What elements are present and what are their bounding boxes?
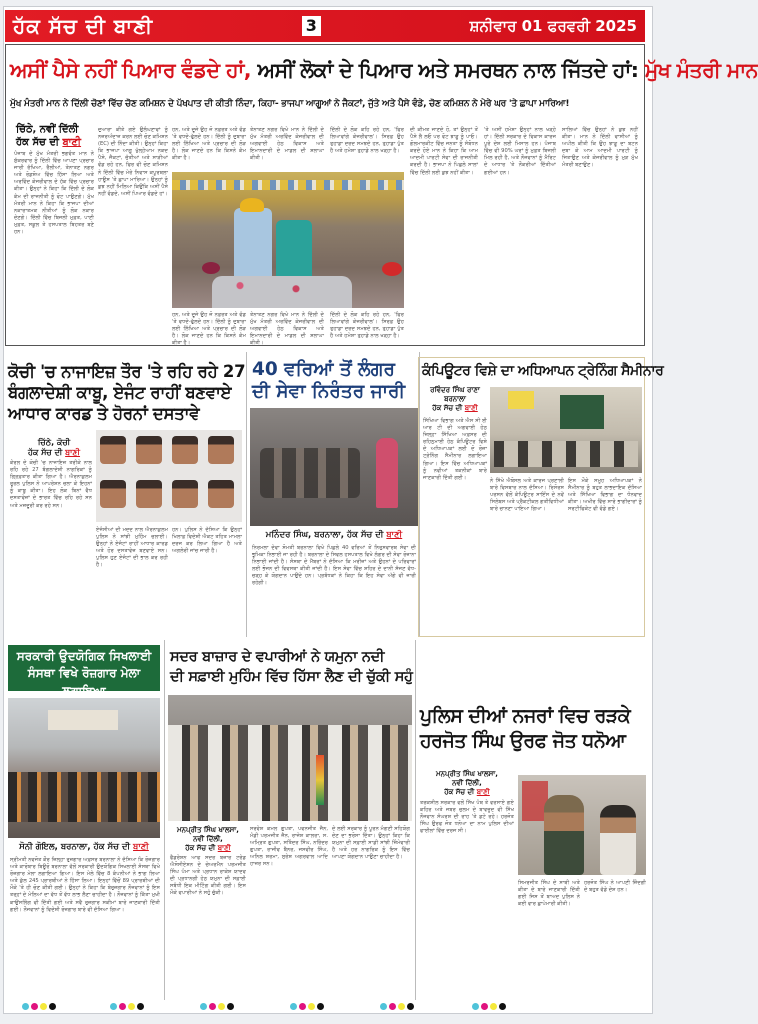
bangladeshi-body-col3: ਹਨ। ਪੁਲਿਸ ਨੇ ਦੱਸਿਆ ਕਿ ਉਨ੍ਹਾਂ ਖਿਲਾਫ਼ ਵਿਦੇਸ਼ੀ ਐਕਟ ਤਹਿਤ ਮਾਮਲਾ ਦਰਜ ਕਰ ਲਿਆ ਗਿਆ ਹੈ ਅਤੇ ਅਗਲੇਰੀ ਜਾਂਚ ਜਾਰੀ ਹੈ।	[172, 527, 242, 555]
registration-dot	[472, 1003, 479, 1010]
yamuna-headline-line1: ਸਦਰ ਬਾਜ਼ਾਰ ਦੇ ਵਪਾਰੀਆਂ ਨੇ ਯਮੁਨਾ ਨਦੀ	[170, 649, 385, 665]
accused-face	[172, 480, 198, 508]
lead-body-col5: ਦਿੱਲੀ ਦੇ ਲੋਕ ਕਹਿ ਰਹੇ ਹਨ, 'ਫਿਰ ਲਿਆਵਾਂਗੇ ਕੇਜਰੀਵਾਲ'। ਸਿਰਫ਼ ਉਹ ਤੁਹਾਡਾ ਦਰਦ ਸਮਝਦੇ ਹਨ, ਤੁਹਾਡਾ ਪੁੱਤ ਹੈ ਅਤੇ ਹਮੇਸ਼ਾ ਤੁਹਾਡੇ ਨਾਲ ਖੜ੍ਹਾ ਹੈ।	[330, 127, 404, 155]
computer-body-col2: ਨੇ ਸਿੱਖੇ ਐਬੋਸਲ ਅਤੇ ਕਾਰਜ ਪ੍ਰਣਾਲੀ ਬਾਰੇ ਵਿਸਥਾਰ ਨਾਲ ਦੱਸਿਆ। ਰਿਸੋਰਸ ਪਰਸਨ ਵੱਲੋਂ ਕੰਪਿਊਟਰ ਸਾਇੰਸ ਦੇ ਨਵੇਂ ਸਿਲੇਬਸ ਅਤੇ ਪ੍ਰੈਕਟੀਕਲ ਗਤੀਵਿਧੀਆਂ ਬਾਰੇ ਚਾਨਣਾ ਪਾਇਆ ਗਿਆ।	[490, 478, 564, 513]
lead-body-col2: ਦੁਆਰਾ ਕੀਤੇ ਗਏ ਉਲੰਘਣਾਵਾਂ ਨੂੰ ਨਜ਼ਰਅੰਦਾਜ਼ ਕਰਨ ਲਈ ਚੋਣ ਕਮਿਸ਼ਨ (EC) ਦੀ ਨਿੰਦਾ ਕੀਤੀ। ਉਨ੍ਹਾਂ ਕਿਹਾ ਕਿ ਭਾਜਪਾ ਆਗੂ ਖੁੱਲ੍ਹੇਆਮ ਨਕਦ ਪੈਸੇ, ਜੈਕਟਾਂ, ਜੁੱਤੀਆਂ ਅਤੇ ਸਾੜੀਆਂ ਵੰਡ ਰਹੇ ਹਨ, ਫਿਰ ਵੀ ਚੋਣ ਕਮਿਸ਼ਨ ਨੇ ਦਿੱਲੀ ਵਿੱਚ ਮੇਰੇ ਨਿਵਾਸ ਕਪੂਰਥਲਾ ਹਾਊਸ 'ਤੇ ਛਾਪਾ ਮਾਰਿਆ। ਉਨ੍ਹਾਂ ਨੂੰ ਕੁਝ ਨਹੀਂ ਮਿਲਿਆ ਕਿਉਂਕਿ ਅਸੀਂ ਪੈਸੇ ਨਹੀਂ ਵੰਡਦੇ, ਅਸੀਂ ਪਿਆਰ ਵੰਡਦੇ ਹਾਂ।	[98, 127, 168, 197]
bangladeshi-accused-photos	[96, 430, 242, 522]
computer-classroom-photo	[490, 387, 642, 473]
registration-dot	[31, 1003, 38, 1010]
lead-credit: ਹੱਕ ਸੱਚ ਦੀ ਬਾਣੀ	[16, 136, 82, 148]
police-body-col2: ਸਿਮਰਜੀਤ ਸਿੰਘ ਦੇ ਸਾਥੀ ਅਤੇ ਕੀਤਾ ਦੇ ਬਾਰੇ ਜਾਣਕਾਰੀ ਦਿੱਤੀ ਗਈ ਜਿਸ ਤੋਂ ਬਾਅਦ ਪੁਲਿਸ ਨੇ ਕਈ ਵਾਰ ਛਾਪੇਮਾਰੀ ਕੀਤੀ।	[518, 880, 580, 908]
registration-dot	[389, 1003, 396, 1010]
registration-dot	[308, 1003, 315, 1010]
police-photo	[518, 775, 646, 875]
registration-dot-group	[290, 1003, 324, 1010]
police-credit: ਹੱਕ ਸੱਚ ਦੀ ਬਾਣੀ	[444, 787, 490, 796]
langar-headline-line2: ਦੀ ਸੇਵਾ ਨਿਰੰਤਰ ਜਾਰੀ	[252, 381, 406, 402]
police-byline-place: ਨਵੀਂ ਦਿੱਲੀ,	[452, 778, 482, 787]
job-fair-headline-box	[8, 645, 160, 698]
registration-dot	[128, 1003, 135, 1010]
flag-colors	[316, 755, 324, 805]
lead-body-col8: ਸਾਲਿਆਂ ਵਿੱਚ ਉਨ੍ਹਾਂ ਨੇ ਕੁਝ ਨਹੀਂ ਕੀਤਾ। ਮਾਨ ਨੇ ਦਿੱਲੀ ਵਾਸੀਆਂ ਨੂੰ ਅਪੀਲ ਕੀਤੀ ਕਿ ਉਹ ਝਾੜੂ ਦਾ ਬਟਨ ਦਬਾ ਕੇ ਆਮ ਆਦਮੀ ਪਾਰਟੀ ਨੂੰ ਜਿਤਾਉਣ ਅਤੇ ਕੇਜਰੀਵਾਲ ਨੂੰ ਮੁੜ ਮੁੱਖ ਮੰਤਰੀ ਬਣਾਉਣ।	[562, 127, 638, 169]
column-divider	[246, 352, 247, 637]
yamuna-pledge-photo	[168, 695, 412, 821]
registration-dot	[317, 1003, 324, 1010]
computer-byline-name: ਰਵਿੰਦਰ ਸਿੰਘ ਰਾਣਾ	[430, 386, 480, 394]
job-fair-photo-caption: ਸੋਨੀ ਗੋਇਲ, ਬਰਨਾਲਾ, ਹੱਕ ਸੱਚ ਦੀ ਬਾਣੀ	[19, 842, 149, 852]
man-background	[600, 805, 636, 875]
accused-face	[136, 436, 162, 464]
seated-teachers	[494, 441, 638, 467]
accused-face	[100, 436, 126, 464]
car-with-petals	[212, 276, 352, 308]
registration-dot	[398, 1003, 405, 1010]
registration-dot	[481, 1003, 488, 1010]
lead-body-bottom-right: ਦਿੱਲੀ ਦੇ ਲੋਕ ਕਹਿ ਰਹੇ ਹਨ, 'ਫਿਰ ਲਿਆਵਾਂਗੇ ਕੇਜਰੀਵਾਲ'। ਸਿਰਫ਼ ਉਹ ਤੁਹਾਡਾ ਦਰਦ ਸਮਝਦੇ ਹਨ, ਤੁਹਾਡਾ ਪੁੱਤ ਹੈ ਅਤੇ ਹਮੇਸ਼ਾ ਤੁਹਾਡੇ ਨਾਲ ਖੜ੍ਹਾ ਹੈ।	[330, 312, 404, 340]
registration-dot	[119, 1003, 126, 1010]
registration-dot	[137, 1003, 144, 1010]
lead-body-col3: ਹਨ, ਅਤੇ ਦੂਜੇ ਉਹ ਜੋ ਨਫ਼ਰਤ ਅਤੇ ਵੰਡ 'ਤੇ ਵਧਦੇ-ਫੁੱਲਦੇ ਹਨ। ਦਿੱਲੀ ਨੂੰ ਦੁਬਾਰਾ ਲਈ ਲਿੱਖਿਆ ਅਤੇ ਪ੍ਰਚਾਰ ਦੀ ਲੋੜ ਹੈ। ਲੋਕ ਜਾਣਦੇ ਹਨ ਕਿ ਕਿਸਨੇ ਕੰਮ ਕੀਤਾ ਹੈ।	[172, 127, 246, 162]
police-headline	[420, 704, 652, 754]
registration-dot	[499, 1003, 506, 1010]
registration-dot	[209, 1003, 216, 1010]
lead-headline-part3: ਮੁੱਖ ਮੰਤਰੀ ਮਾਨ	[644, 58, 758, 82]
column-divider	[164, 640, 165, 1000]
registration-dot	[22, 1003, 29, 1010]
yamuna-byline-place: ਨਵੀਂ ਦਿੱਲੀ,	[193, 834, 223, 843]
registration-dot	[380, 1003, 387, 1010]
man-with-turban	[544, 795, 584, 875]
computer-byline	[424, 386, 486, 412]
lead-body-bottom-left: ਹਨ, ਅਤੇ ਦੂਜੇ ਉਹ ਜੋ ਨਫ਼ਰਤ ਅਤੇ ਵੰਡ 'ਤੇ ਵਧਦੇ-ਫੁੱਲਦੇ ਹਨ। ਦਿੱਲੀ ਨੂੰ ਦੁਬਾਰਾ ਲਈ ਲਿੱਖਿਆ ਅਤੇ ਪ੍ਰਚਾਰ ਦੀ ਲੋੜ ਹੈ। ਲੋਕ ਜਾਣਦੇ ਹਨ ਕਿ ਕਿਸਨੇ ਕੰਮ ਕੀਤਾ ਹੈ।	[172, 312, 246, 347]
registration-dot-group	[110, 1003, 144, 1010]
job-fair-photo	[8, 698, 160, 838]
masthead	[5, 10, 645, 42]
computer-body-col1: ਸਿੱਖਿਆ ਵਿਭਾਗ ਅਤੇ ਐਸ ਸੀ ਈ ਆਰ ਟੀ ਦੀ ਅਗਵਾਈ ਹੇਠ ਜ਼ਿਲ੍ਹਾ ਸਿੱਖਿਆ ਅਫ਼ਸਰ ਦੀ ਰਹਿਨੁਮਾਈ ਹੇਠ ਕੰਪਿਊਟਰ ਵਿਸ਼ੇ ਦੇ ਅਧਿਆਪਕਾਂ ਲਈ ਦੋ ਰੋਜ਼ਾ ਟ੍ਰੇਨਿੰਗ ਸੈਮੀਨਾਰ ਲਗਾਇਆ ਗਿਆ। ਇਸ ਵਿੱਚ ਅਧਿਆਪਕਾਂ ਨੂੰ ਨਵੀਆਂ ਤਕਨੀਕਾਂ ਬਾਰੇ ਜਾਣਕਾਰੀ ਦਿੱਤੀ ਗਈ।	[423, 418, 487, 481]
yamuna-body-col1: ਫੈਡਰੇਸ਼ਨ ਆਫ ਸਦਰ ਬਜ਼ਾਰ ਟਰੇਡ ਐਸੋਸੀਏਸ਼ਨ ਦੇ ਚੇਅਰਮੈਨ ਪਰਮਜੀਤ ਸਿੰਘ ਪੰਮਾ ਅਤੇ ਪ੍ਰਧਾਨ ਰਾਕੇਸ਼ ਯਾਦਵ ਦੀ ਪ੍ਰਧਾਨਗੀ ਹੇਠ ਯਮੁਨਾ ਦੀ ਸਫ਼ਾਈ ਸਬੰਧੀ ਇਕ ਮੀਟਿੰਗ ਕੀਤੀ ਗਈ। ਇਸ ਮੌਕੇ ਵਪਾਰੀਆਂ ਨੇ ਸਹੁੰ ਚੁੱਕੀ।	[170, 855, 246, 897]
banner	[48, 710, 118, 730]
lead-headline-part2: ਅਸੀਂ ਲੋਕਾਂ ਦੇ ਪਿਆਰ ਅਤੇ ਸਮਰਥਨ ਨਾਲ ਜਿੱਤਦੇ ਹਾਂ:	[257, 58, 639, 82]
yamuna-headline-line2: ਦੀ ਸਫ਼ਾਈ ਮੁਹਿੰਮ ਵਿੱਚ ਹਿੱਸਾ ਲੈਣ ਦੀ ਚੁੱਕੀ ਸਹੁੰ	[170, 669, 413, 685]
lead-headline-part1: ਅਸੀਂ ਪੈਸੇ ਨਹੀਂ ਪਿਆਰ ਵੰਡਦੇ ਹਾਂ,	[10, 58, 251, 82]
bangladeshi-credit: ਹੱਕ ਸੱਚ ਦੀ ਬਾਣੀ	[27, 448, 81, 457]
bangladeshi-dateline: ਚਿੱਠੇ, ਕੋਚੀ	[37, 438, 71, 447]
issue-date: ਸ਼ਨੀਵਾਰ 01 ਫਰਵਰੀ 2025	[469, 17, 637, 35]
bangladeshi-body-col1: ਕੇਰਲ ਦੇ ਕੋਚੀ 'ਚ ਨਾਜਾਇਜ਼ ਤਰੀਕੇ ਨਾਲ ਰਹਿ ਰਹੇ 27 ਬੰਗਲਾਦੇਸ਼ੀ ਨਾਗਰਿਕਾਂ ਨੂੰ ਗ੍ਰਿਫ਼ਤਾਰ ਕੀਤਾ ਗਿਆ ਹੈ। ਐਰਨਾਕੁਲਮ ਰੂਰਲ ਪੁਲਿਸ ਨੇ ਆਪਰੇਸ਼ਨ ਚਲਾ ਕੇ ਇਹਨਾਂ ਨੂੰ ਕਾਬੂ ਕੀਤਾ। ਇਹ ਲੋਕ ਬਿਨਾਂ ਵੈਧ ਦਸਤਾਵੇਜ਼ਾਂ ਦੇ ਭਾਰਤ ਵਿੱਚ ਰਹਿ ਰਹੇ ਸਨ ਅਤੇ ਮਜ਼ਦੂਰੀ ਕਰ ਰਹੇ ਸਨ।	[10, 460, 92, 509]
registration-dot-group	[472, 1003, 506, 1010]
police-body-col1: ਤਰਕਸ਼ੀਲ ਸਰਕਾਰ ਵਲੋਂ ਸਿੱਖ ਪੰਥ ਤੇ ਵਰਸਾਏ ਗਏ ਕਹਿਰ ਅਤੇ ਜਬਰ ਜ਼ੁਲਮ ਦੇ ਬਾਵਜੂਦ ਵੀ ਸਿੱਖ ਨੌਜਵਾਨ ਸੰਘਰਸ਼ ਦੀ ਰਾਹ 'ਤੇ ਡਟੇ ਰਹੇ। ਹਰਜੋਤ ਸਿੰਘ ਉਰਫ ਜੋਤ ਧਨੋਆ ਦਾ ਨਾਮ ਪੁਲਿਸ ਦੀਆਂ ਫਾਈਲਾਂ ਵਿੱਚ ਦਰਜ ਸੀ।	[420, 800, 514, 835]
blackboard	[560, 395, 604, 429]
group-of-traders	[168, 725, 412, 821]
accused-face	[136, 480, 162, 508]
lead-byline	[16, 124, 96, 149]
seated-people	[260, 448, 360, 498]
registration-dot-group	[380, 1003, 414, 1010]
column-divider	[415, 640, 416, 1000]
turban-yellow	[240, 198, 264, 212]
lead-body-bottom-mid: ਤੇਨਾਤਣ ਨਗਰ ਵਿਖੇ ਮਾਨ ਨੇ ਦਿੱਲੀ ਦੇ ਮੁੱਖ ਮੰਤਰੀ ਅਰਵਿੰਦ ਕੇਜਰੀਵਾਲ ਦੀ ਅਗਵਾਈ ਹੇਠ ਵਿਕਾਸ ਅਤੇ ਇਮਾਨਦਾਰੀ ਦੇ ਮਾਡਲ ਦੀ ਸ਼ਲਾਘਾ ਕੀਤੀ।	[250, 312, 324, 347]
yamuna-body-col2: ਸਰਵੇਸ਼ ਕਮਲ ਗੁਪਤਾ, ਪਵਨਜੀਤ ਜੈਨ, ਮੰਡੀ ਪਰਮਜੀਤ ਜੈਨ, ਰਾਜੇਸ਼ ਕਾਲਰਾ, ਸ. ਅਮ੍ਰਿਤ ਗੁਪਤਾ, ਸਤਿੰਦਰ ਸਿੰਘ, ਨਰਿੰਦਰ ਗੁਪਤਾ, ਰਾਜੀਵ ਬੈਨਰ, ਜਸਵੀਰ ਸਿੰਘ, ਅਨਿਲ ਸ਼ਰਮਾ, ਸੁਰੇਸ਼ ਅਗਰਵਾਲ ਆਦਿ ਹਾਜ਼ਰ ਸਨ।	[250, 826, 328, 868]
job-fair-headline-line2: ਸੰਸਥਾ ਵਿਖੇ ਰੋਜ਼ਗਾਰ ਮੇਲਾ ਲਗਾਇਆ	[27, 666, 141, 698]
registration-dot-group	[22, 1003, 56, 1010]
accused-face	[208, 480, 234, 508]
turban-maroon	[202, 262, 220, 274]
yamuna-byline-name: ਮਨਪ੍ਰੀਤ ਸਿੰਘ ਖਾਲਸਾ,	[177, 826, 239, 834]
person-cm-figure	[234, 208, 272, 284]
police-headline-line2: ਹਰਜੋਤ ਸਿੰਘ ਉਰਫ ਜੋਤ ਧਨੋਆ	[420, 730, 626, 752]
langar-photo	[250, 408, 418, 526]
police-headline-line1: ਪੁਲਿਸ ਦੀਆਂ ਨਜਰਾਂ ਵਿਚ ਰੜਕੇ	[420, 705, 631, 727]
langar-body: ਨਿਰਮਲਾ ਦੇਵਾ ਸੋਮਤੀ ਬਰਨਾਲਾ ਵਿਖੇ ਪਿਛਲੇ 40 ਵਰਿਆਂ ਤੋਂ ਨਿਰੁਸਵਾਰਥ ਸੇਵਾ ਦੀ ਭੂਮਿਕਾ ਨਿਭਾਈ ਜਾ ਰਹੀ ਹੈ। ਬਰਨਾਲਾ ਦੇ ਸਿਵਲ ਹਸਪਤਾਲ ਵਿਖੇ ਲੰਗਰ ਦੀ ਸੇਵਾ ਰੋਜ਼ਾਨਾ ਨਿਭਾਈ ਜਾਂਦੀ ਹੈ। ਸੰਸਥਾ ਦੇ ਮੈਂਬਰਾਂ ਨੇ ਦੱਸਿਆ ਕਿ ਮਰੀਜ਼ਾਂ ਅਤੇ ਉਹਨਾਂ ਦੇ ਪਰਿਵਾਰਾਂ ਲਈ ਭੋਜਨ ਦੀ ਵਿਵਸਥਾ ਕੀਤੀ ਜਾਂਦੀ ਹੈ। ਇਸ ਸੇਵਾ ਵਿੱਚ ਸ਼ਹਿਰ ਦੇ ਦਾਨੀ ਸੱਜਣ ਵੱਧ-ਚੜ੍ਹ ਕੇ ਯੋਗਦਾਨ ਪਾਉਂਦੇ ਹਨ। ਪ੍ਰਬੰਧਕਾਂ ਨੇ ਕਿਹਾ ਕਿ ਇਹ ਸੇਵਾ ਅੱਗੇ ਵੀ ਜਾਰੀ ਰਹੇਗੀ।	[252, 545, 416, 587]
yellow-chart-paper	[508, 391, 534, 409]
bangladeshi-body-col2: ਏਜੰਸੀਆਂ ਦੀ ਮਦਦ ਨਾਲ ਐਰਨਾਕੁਲਮ ਪੁਲਿਸ ਨੇ ਸਾਂਝੀ ਮੁਹਿੰਮ ਚਲਾਈ। ਉਨ੍ਹਾਂ ਨੇ ਏਜੰਟਾਂ ਰਾਹੀਂ ਆਧਾਰ ਕਾਰਡ ਅਤੇ ਹੋਰ ਦਸਤਾਵੇਜ਼ ਬਣਵਾਏ ਸਨ। ਪੁਲਿਸ ਹੁਣ ਏਜੰਟਾਂ ਦੀ ਭਾਲ ਕਰ ਰਹੀ ਹੈ।	[96, 527, 168, 569]
yamuna-headline	[170, 647, 412, 687]
lead-headline	[10, 58, 758, 82]
computer-body-col3: ਇਸ ਮੌਕੇ ਸਮੂਹ ਅਧਿਆਪਕਾਂ ਨੇ ਸੈਮੀਨਾਰ ਨੂੰ ਬਹੁਤ ਲਾਭਦਾਇਕ ਦੱਸਿਆ ਅਤੇ ਸਿੱਖਿਆ ਵਿਭਾਗ ਦਾ ਧੰਨਵਾਦ ਕੀਤਾ। ਅਖੀਰ ਵਿੱਚ ਸਾਰੇ ਭਾਗੀਦਾਰਾਂ ਨੂੰ ਸਰਟੀਫਿਕੇਟ ਵੀ ਵੰਡੇ ਗਏ।	[568, 478, 642, 513]
woman-serving-figure	[376, 438, 398, 508]
registration-dot	[407, 1003, 414, 1010]
registration-dot	[40, 1003, 47, 1010]
page-number: 3	[302, 16, 321, 36]
computer-byline-place: ਬਰਨਾਲਾ	[444, 394, 466, 403]
yamuna-body-col3: ਦੇ ਲਈ ਸਰਕਾਰ ਨੂੰ ਪੂਰਨ ਮੰਗਣੀ ਸਹਿਯੋਗ ਦੇਣ ਦਾ ਭਰੋਸਾ ਦਿੱਤਾ। ਉਨ੍ਹਾਂ ਕਿਹਾ ਕਿ ਯਮੁਨਾ ਦੀ ਸਫ਼ਾਈ ਸਾਡੀ ਸਾਂਝੀ ਜ਼ਿੰਮੇਵਾਰੀ ਹੈ ਅਤੇ ਹਰ ਨਾਗਰਿਕ ਨੂੰ ਇਸ ਵਿੱਚ ਆਪਣਾ ਯੋਗਦਾਨ ਪਾਉਣਾ ਚਾਹੀਦਾ ਹੈ।	[332, 826, 410, 861]
registration-dot	[49, 1003, 56, 1010]
bangladeshi-headline: ਕੋਚੀ 'ਚ ਨਾਜਾਇਜ਼ ਤੌਰ 'ਤੇ ਰਹਿ ਰਹੇ 27 ਬੰਗਲਾਦੇਸ਼ੀ ਕਾਬੂ, ਏਜੰਟ ਰਾਹੀਂ ਬਣਵਾਏ ਆਧਾਰ ਕਾਰਡ ਤੇ ਹੋਰਨਾਂ ਦਸਤਾਵੇ	[8, 362, 246, 423]
lead-body-col6: ਦੀ ਕੀਮਤ ਜਾਣਦੇ ਹੋ, ਤਾਂ ਉਨ੍ਹਾਂ ਤੋਂ ਪੈਸੇ ਲੈ ਲਓ ਪਰ ਵੋਟ ਝਾੜੂ ਨੂੰ ਪਾਓ। ਗੋਲਮਾਰਕੀਟ ਵਿੱਚ ਜਨਤਾ ਨੂੰ ਸੰਬੋਧਨ ਕਰਦੇ ਹੋਏ ਮਾਨ ਨੇ ਕਿਹਾ ਕਿ ਆਮ ਆਦਮੀ ਪਾਰਟੀ ਸੇਵਾ ਦੀ ਰਾਜਨੀਤੀ ਕਰਦੀ ਹੈ। ਭਾਜਪਾ ਨੇ ਪਿਛਲੇ ਸਾਲਾਂ ਵਿੱਚ ਦਿੱਲੀ ਲਈ ਕੁਝ ਨਹੀਂ ਕੀਤਾ।	[410, 127, 478, 176]
police-body-col3: ਹਰਜੋਤ ਸਿੰਘ ਨੇ ਆਪਣੀ ਜ਼ਿੰਦਗੀ ਦੇ ਬਹੁਤ ਵੱਡੇ ਦੇਸ਼ ਹਨ।	[584, 880, 646, 894]
yamuna-byline	[170, 826, 246, 852]
crowd-seated	[8, 772, 160, 822]
langar-headline	[252, 359, 417, 403]
lead-subheadline: ਮੁੱਖ ਮੰਤਰੀ ਮਾਨ ਨੇ ਦਿੱਲੀ ਚੋਣਾਂ ਵਿੱਚ ਚੋਣ ਕਮਿਸ਼ਨ ਦੇ ਪੱਖਪਾਤ ਦੀ ਕੀਤੀ ਨਿੰਦਾ, ਕਿਹਾ- ਭਾਜਪਾ ਆਗੂਆਂ ਨੇ ਜੈਕਟਾਂ, ਜੁੱਤੇ ਅਤੇ ਪੈਸੇ ਵੰਡੇ, ਚੋਣ ਕਮਿਸ਼ਨ ਨੇ ਮੇਰੇ ਘਰ 'ਤੇ ਛਾਪਾ ਮਾਰਿਆ!	[10, 98, 570, 109]
turban-red	[382, 262, 402, 276]
lead-dateline: ਚਿੱਠੇ, ਨਵੀਂ ਦਿੱਲੀ	[16, 124, 79, 135]
registration-dot	[290, 1003, 297, 1010]
bangladeshi-byline	[14, 438, 94, 458]
computer-credit: ਹੱਕ ਸੱਚ ਦੀ ਬਾਣੀ	[432, 403, 478, 412]
accused-face	[100, 480, 126, 508]
police-byline-name: ਮਨਪ੍ਰੀਤ ਸਿੰਘ ਖਾਲਸਾ,	[436, 770, 498, 778]
registration-dot	[200, 1003, 207, 1010]
registration-dot	[110, 1003, 117, 1010]
accused-face	[208, 436, 234, 464]
registration-dot	[218, 1003, 225, 1010]
langar-photo-caption: ਮਨਿੰਦਰ ਸਿੰਘ, ਬਰਨਾਲਾ, ਹੱਕ ਸੱਚ ਦੀ ਬਾਣੀ	[265, 530, 403, 540]
police-byline	[420, 770, 514, 796]
crowd-decoration	[172, 180, 404, 190]
person-second-figure	[276, 220, 312, 284]
computer-headline: ਕੰਪਿਊਟਰ ਵਿਸ਼ੇ ਦਾ ਅਧਿਆਪਨ ਟ੍ਰੇਨਿੰਗ ਸੈਮੀਨਾਰ	[422, 363, 664, 379]
newspaper-title: ਹੱਕ ਸੱਚ ਦੀ ਬਾਣੀ	[13, 14, 154, 38]
registration-dot	[490, 1003, 497, 1010]
lead-body-col7: 'ਤੇ ਅਸੀਂ ਹਮੇਸ਼ਾ ਉਨ੍ਹਾਂ ਨਾਲ ਖੜ੍ਹੇ ਹਾਂ। ਦਿੱਲੀ ਸਰਕਾਰ ਦੇ ਵਿਕਾਸ ਕਾਰਜ ਪੂਰੇ ਦੇਸ਼ ਲਈ ਮਿਸਾਲ ਹਨ। ਪੰਜਾਬ ਵਿੱਚ ਵੀ 90% ਘਰਾਂ ਨੂੰ ਮੁਫ਼ਤ ਬਿਜਲੀ ਮਿਲ ਰਹੀ ਹੈ, ਅਤੇ ਨੌਜਵਾਨਾਂ ਨੂੰ ਮੈਰਿਟ ਦੇ ਆਧਾਰ 'ਤੇ ਨੌਕਰੀਆਂ ਦਿੱਤੀਆਂ ਗਈਆਂ ਹਨ।	[484, 127, 556, 176]
lead-photo-roadshow	[172, 172, 404, 308]
yamuna-credit: ਹੱਕ ਸੱਚ ਦੀ ਬਾਣੀ	[185, 843, 231, 852]
lead-body-col4: ਤੇਨਾਤਣ ਨਗਰ ਵਿਖੇ ਮਾਨ ਨੇ ਦਿੱਲੀ ਦੇ ਮੁੱਖ ਮੰਤਰੀ ਅਰਵਿੰਦ ਕੇਜਰੀਵਾਲ ਦੀ ਅਗਵਾਈ ਹੇਠ ਵਿਕਾਸ ਅਤੇ ਇਮਾਨਦਾਰੀ ਦੇ ਮਾਡਲ ਦੀ ਸ਼ਲਾਘਾ ਕੀਤੀ।	[250, 127, 324, 162]
registration-dot	[227, 1003, 234, 1010]
lead-body-col1: ਪੰਜਾਬ ਦੇ ਮੁੱਖ ਮੰਤਰੀ ਭਗਵੰਤ ਮਾਨ ਨੇ ਸ਼ੁੱਕਰਵਾਰ ਨੂੰ ਦਿੱਲੀ ਵਿੱਚ ਆਪਣਾ ਪ੍ਰਚਾਰ ਜਾਰੀ ਰੱਖਿਆ, ਰੈਲੀਆਂ, ਤੇਨਾਤਣ ਨਗਰ ਅਤੇ ਰੋਡਸ਼ੋਅ ਵਿੱਚ ਹਿੱਸਾ ਲਿਆ ਅਤੇ ਅਰਵਿੰਦ ਕੇਜਰੀਵਾਲ ਦੇ ਹੱਕ ਵਿੱਚ ਪ੍ਰਚਾਰ ਕੀਤਾ। ਉਨ੍ਹਾਂ ਨੇ ਕਿਹਾ ਕਿ ਦਿੱਲੀ ਦੇ ਲੋਕ ਕੰਮ ਦੀ ਰਾਜਨੀਤੀ ਨੂੰ ਵੋਟ ਪਾਉਣਗੇ। ਮੁੱਖ ਮੰਤਰੀ ਮਾਨ ਨੇ ਕਿਹਾ ਕਿ ਭਾਜਪਾ ਦੀਆਂ ਨਕਾਰਾਤਮਕ ਨੀਤੀਆਂ ਨੂੰ ਲੋਕ ਨਕਾਰ ਦੇਣਗੇ। ਦਿੱਲੀ ਵਿੱਚ ਬਿਜਲੀ ਮੁਫ਼ਤ, ਪਾਣੀ ਮੁਫ਼ਤ, ਸਕੂਲ ਤੇ ਹਸਪਤਾਲ ਬਿਹਤਰ ਬਣੇ ਹਨ।	[14, 151, 94, 236]
job-fair-headline-line1: ਸਰਕਾਰੀ ਉਦਯੋਗਿਕ ਸਿਖਲਾਈ	[16, 649, 152, 663]
registration-dot	[299, 1003, 306, 1010]
registration-dot-group	[200, 1003, 234, 1010]
job-fair-body: ਸ੍ਰੀਮਤੀ ਨਵਜੋਤ ਕੌਰ ਜ਼ਿਲ੍ਹਾ ਰੁਜ਼ਗਾਰ ਅਫ਼ਸਰ ਬਰਨਾਲਾ ਨੇ ਦੱਸਿਆ ਕਿ ਰੋਜ਼ਗਾਰ ਅਤੇ ਕਾਰੋਬਾਰ ਬਿਊਰੋ ਬਰਨਾਲਾ ਵੱਲੋਂ ਸਰਕਾਰੀ ਉਦਯੋਗਿਕ ਸਿਖਲਾਈ ਸੰਸਥਾ ਵਿਖੇ ਰੋਜ਼ਗਾਰ ਮੇਲਾ ਲਗਾਇਆ ਗਿਆ। ਇਸ ਮੇਲੇ ਵਿੱਚ 8 ਕੰਪਨੀਆਂ ਨੇ ਭਾਗ ਲਿਆ ਅਤੇ ਕੁੱਲ 245 ਪ੍ਰਾਰਥੀਆਂ ਨੇ ਹਿੱਸਾ ਲਿਆ। ਇਨ੍ਹਾਂ ਵਿੱਚੋਂ 89 ਪ੍ਰਾਰਥੀਆਂ ਦੀ ਮੌਕੇ 'ਤੇ ਹੀ ਚੋਣ ਕੀਤੀ ਗਈ। ਉਨ੍ਹਾਂ ਨੇ ਕਿਹਾ ਕਿ ਬੇਰੁਜ਼ਗਾਰ ਨੌਜਵਾਨਾਂ ਨੂੰ ਇਸ ਤਰ੍ਹਾਂ ਦੇ ਮੇਲਿਆਂ ਦਾ ਵੱਧ ਤੋਂ ਵੱਧ ਲਾਭ ਲੈਣਾ ਚਾਹੀਦਾ ਹੈ। ਨੌਜਵਾਨਾਂ ਨੂੰ ਕਿੱਤਾ ਮੁਖੀ ਕਾਉਂਸਲਿੰਗ ਵੀ ਦਿੱਤੀ ਗਈ ਅਤੇ ਸਵੈ ਰੁਜ਼ਗਾਰ ਸਕੀਮਾਂ ਬਾਰੇ ਜਾਣਕਾਰੀ ਦਿੱਤੀ ਗਈ। ਨੌਜਵਾਨਾਂ ਨੂੰ ਵਿਦੇਸ਼ੀ ਰੋਜ਼ਗਾਰ ਬਾਰੇ ਵੀ ਦੱਸਿਆ ਗਿਆ।	[10, 857, 160, 913]
accused-face	[172, 436, 198, 464]
langar-headline-line1: 40 ਵਰਿਆਂ ਤੋਂ ਲੰਗਰ	[252, 359, 395, 380]
